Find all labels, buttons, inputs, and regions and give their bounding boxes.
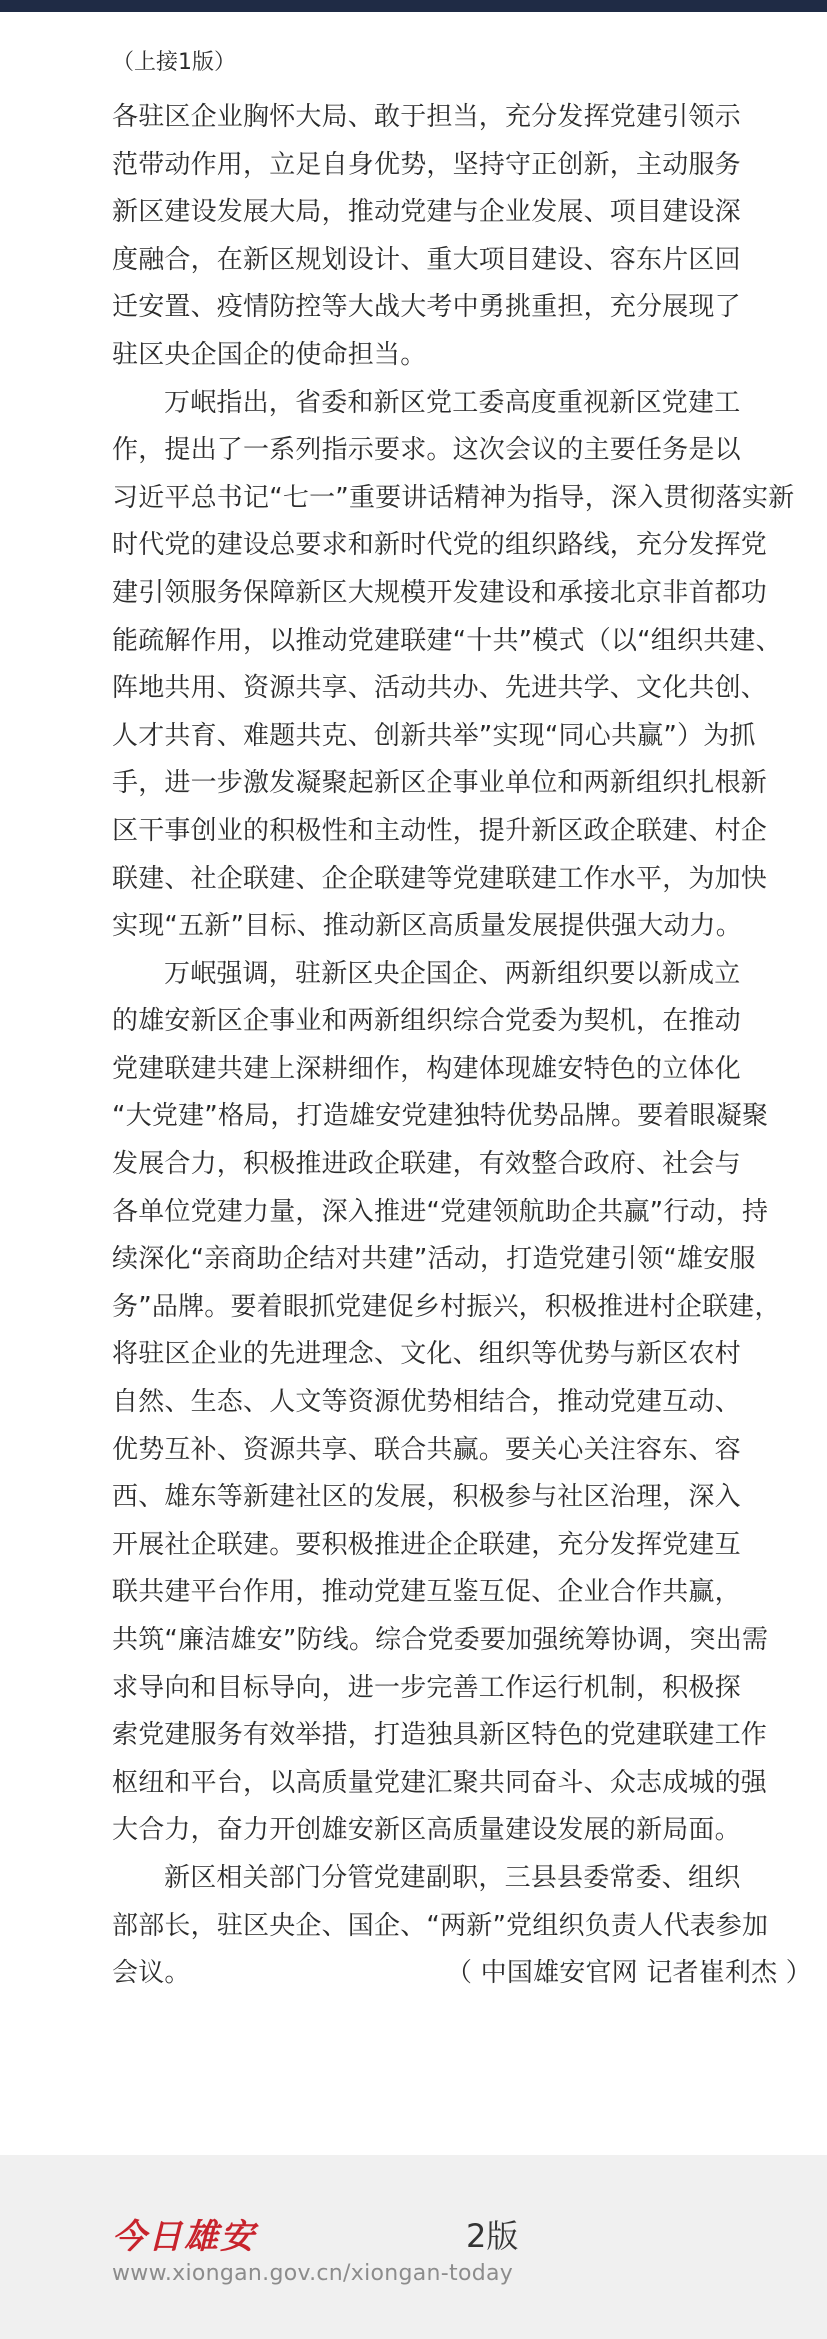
text-line: 建引领服务保障新区大规模开发建设和承接北京非首都功 — [112, 577, 768, 608]
text-line: 部部长，驻区央企、国企、“两新”党组织负责人代表参加 — [112, 1910, 769, 1941]
continuation-note: （上接1版） — [112, 50, 236, 75]
text-line: 大合力，奋力开创雄安新区高质量建设发展的新局面。 — [112, 1815, 741, 1846]
text-line: 新区相关部门分管党建副职，三县县委常委、组织 — [164, 1862, 741, 1893]
text-line: 习近平总书记“七一”重要讲话精神为指导，深入贯彻落实新 — [112, 482, 795, 513]
closing-text: 会议。 — [112, 1958, 191, 1989]
text-line: 迁安置、疫情防控等大战大考中勇挑重担，充分展现了 — [112, 292, 741, 323]
header-bar — [0, 0, 827, 12]
paragraph-4 — [112, 1855, 812, 1998]
text-line: 枢纽和平台，以高质量党建汇聚共同奋斗、众志成城的强 — [112, 1767, 768, 1798]
text-line: 时代党的建设总要求和新时代党的组织路线，充分发挥党 — [112, 530, 768, 561]
text-line: 各单位党建力量，深入推进“党建领航助企共赢”行动，持 — [112, 1196, 769, 1227]
edition-label: 2版 — [466, 2217, 519, 2255]
closing-row — [112, 1950, 812, 1998]
text-line: 区干事创业的积极性和主动性，提升新区政企联建、村企 — [112, 815, 768, 846]
text-line: 实现“五新”目标、推动新区高质量发展提供强大动力。 — [112, 911, 742, 942]
text-line: 续深化“亲商助企结对共建”活动，打造党建引领“雄安服 — [112, 1244, 756, 1275]
byline: （ 中国雄安官网 记者崔利杰 ） — [446, 1958, 812, 1989]
text-line: “大党建”格局，打造雄安党建独特优势品牌。要着眼凝聚 — [112, 1101, 769, 1132]
text-line: 阵地共用、资源共享、活动共办、先进共学、文化共创、 — [112, 673, 768, 704]
text-line: 西、雄东等新建社区的发展，积极参与社区治理，深入 — [112, 1482, 741, 1513]
text-line: 新区建设发展大局，推动党建与企业发展、项目建设深 — [112, 197, 741, 228]
text-line: 万岷强调，驻新区央企国企、两新组织要以新成立 — [164, 958, 741, 989]
text-line: 发展合力，积极推进政企联建，有效整合政府、社会与 — [112, 1149, 741, 1180]
text-line: 索党建服务有效举措，打造独具新区特色的党建联建工作 — [112, 1720, 768, 1751]
text-line: 联共建平台作用，推动党建互鉴互促、企业合作共赢， — [112, 1577, 741, 1608]
text-line: 各驻区企业胸怀大局、敢于担当，充分发挥党建引领示 — [112, 102, 741, 132]
page-footer — [0, 2155, 827, 2339]
text-line: 能疏解作用，以推动党建联建“十共”模式（以“组织共建、 — [112, 625, 782, 656]
text-line: 自然、生态、人文等资源优势相结合，推动党建互动、 — [112, 1387, 741, 1418]
text-line: 范带动作用，立足自身优势，坚持守正创新，主动服务 — [112, 149, 741, 180]
text-line: 优势互补、资源共享、联合共赢。要关心关注容东、容 — [112, 1434, 741, 1465]
paragraph-2 — [112, 380, 812, 951]
text-line: 手，进一步激发凝聚起新区企事业单位和两新组织扎根新 — [112, 768, 768, 799]
newspaper-logo: 今日雄安 — [112, 2217, 256, 2257]
text-line: 务”品牌。要着眼抓党建促乡村振兴，积极推进村企联建， — [112, 1291, 781, 1322]
text-line: 驻区央企国企的使命担当。 — [112, 339, 427, 370]
text-line: 作，提出了一系列指示要求。这次会议的主要任务是以 — [112, 435, 741, 466]
text-line: 党建联建共建上深耕细作，构建体现雄安特色的立体化 — [112, 1053, 741, 1084]
text-line: 度融合，在新区规划设计、重大项目建设、容东片区回 — [112, 244, 741, 275]
text-line: 共筑“廉洁雄安”防线。综合党委要加强统筹协调，突出需 — [112, 1625, 769, 1655]
text-line: 将驻区企业的先进理念、文化、组织等优势与新区农村 — [112, 1339, 741, 1370]
footer-url-link[interactable]: www.xiongan.gov.cn/xiongan-today — [112, 2261, 514, 2286]
text-line: 万岷指出，省委和新区党工委高度重视新区党建工 — [164, 387, 741, 418]
text-line: 联建、社企联建、企企联建等党建联建工作水平，为加快 — [112, 863, 768, 894]
text-line: 人才共育、难题共克、创新共举”实现“同心共赢”）为抓 — [112, 720, 756, 751]
article-body — [112, 40, 812, 1998]
text-line: 求导向和目标导向，进一步完善工作运行机制，积极探 — [112, 1672, 741, 1703]
text-line: 的雄安新区企事业和两新组织综合党委为契机，在推动 — [112, 1006, 741, 1037]
text-line: 开展社企联建。要积极推进企企联建，充分发挥党建互 — [112, 1529, 741, 1560]
paragraph-1 — [112, 94, 812, 380]
paragraph-3 — [112, 951, 812, 1855]
